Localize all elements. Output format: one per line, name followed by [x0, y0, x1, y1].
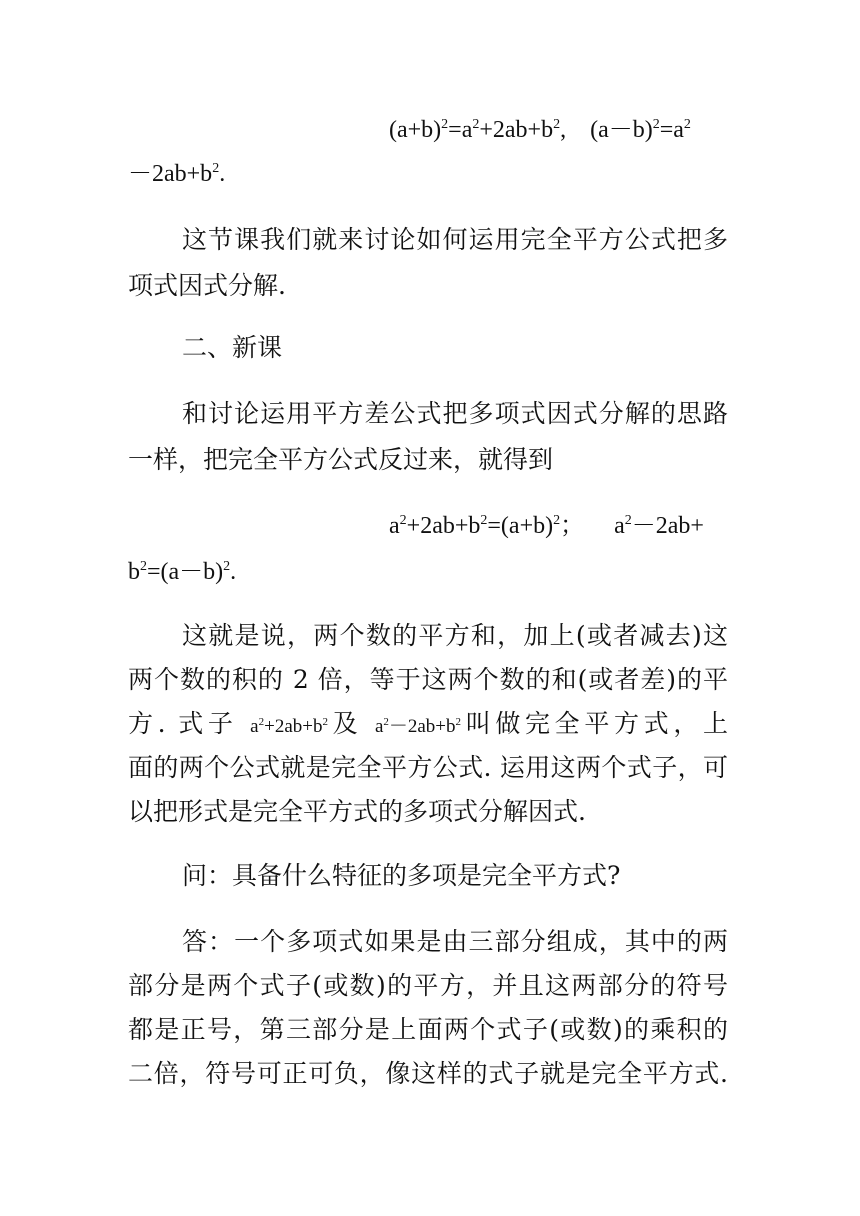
formula-punct: .	[219, 161, 226, 187]
formula-exponent: 2	[480, 513, 488, 528]
formula-term: +2ab+b	[264, 716, 323, 737]
formula-exponent: 2	[258, 716, 265, 728]
formula-term: a	[250, 716, 259, 737]
formula-expansion-continuation	[128, 156, 225, 192]
paragraph-definition-line-2: 两个数的积的 2 倍，等于这两个数的和(或者差)的平	[128, 665, 728, 694]
formula-term: b	[128, 559, 140, 585]
answer-line-1: 答：一个多项式如果是由三部分组成，其中的两	[182, 927, 728, 956]
answer-line-2: 部分是两个式子(或数)的平方，并且这两部分的符号	[128, 971, 728, 1000]
text-run: 叫做完全平方式，上	[461, 709, 729, 738]
inline-formula	[250, 716, 328, 737]
formula-exponent: 2	[212, 161, 220, 176]
formula-exponent: 2	[322, 716, 328, 728]
formula-punct: ,	[560, 117, 567, 143]
formula-exponent: 2	[140, 559, 147, 574]
formula-term: －2ab+b	[388, 716, 456, 737]
paragraph-intro-line-2: 项式因式分解.	[128, 271, 286, 300]
formula-exponent: 2	[455, 716, 462, 728]
formula-exponent: 2	[223, 559, 231, 574]
formula-exponent: 2	[399, 513, 407, 528]
formula-exponent: 2	[553, 513, 561, 528]
paragraph-definition-line-1: 这就是说，两个数的平方和，加上(或者减去)这	[182, 621, 728, 650]
formula-term: +2ab+b	[479, 117, 554, 143]
section-heading: 二、新课	[182, 333, 283, 362]
formula-term: =(a－b)	[147, 559, 224, 585]
formula-term: (a－b)	[590, 117, 653, 143]
formula-term: =(a+b)	[487, 513, 554, 539]
paragraph-intro-line-1: 这节课我们就来讨论如何运用完全平方公式把多	[182, 225, 728, 254]
formula-exponent: 2	[553, 117, 561, 132]
answer-line-3: 都是正号，第三部分是上面两个式子(或数)的乘积的	[128, 1015, 728, 1044]
formula-exponent: 2	[683, 117, 691, 132]
formula-exponent: 2	[441, 117, 449, 132]
paragraph-reverse-line-2: 一样，把完全平方公式反过来，就得到	[128, 445, 554, 474]
formula-punct: ；	[560, 513, 585, 539]
formula-expansion-line	[389, 112, 691, 148]
paragraph-definition-line-4: 面的两个公式就是完全平方公式. 运用这两个式子，可	[128, 753, 728, 782]
paragraph-definition-line-5: 以把形式是完全平方式的多项式分解因式.	[128, 797, 586, 826]
formula-term: a	[374, 716, 384, 737]
formula-term: (a+b)	[389, 117, 442, 143]
formula-term: =a	[659, 117, 684, 143]
formula-term: －2ab+	[631, 513, 704, 539]
formula-term: －2ab+b	[128, 161, 213, 187]
formula-term: =a	[448, 117, 473, 143]
formula-exponent: 2	[472, 117, 480, 132]
formula-factoring-continuation	[128, 554, 236, 590]
paragraph-definition-line-3	[128, 706, 728, 742]
formula-exponent: 2	[383, 716, 389, 728]
formula-term: +2ab+b	[406, 513, 481, 539]
formula-punct: .	[230, 559, 237, 585]
question-text: 问：具备什么特征的多项是完全平方式?	[182, 861, 621, 890]
formula-factoring-line	[389, 508, 704, 544]
text-run: 及	[327, 709, 375, 738]
formula-term: a	[389, 513, 400, 539]
formula-exponent: 2	[652, 117, 660, 132]
text-run: 方. 式子	[128, 709, 251, 738]
inline-formula	[375, 716, 461, 737]
paragraph-reverse-line-1: 和讨论运用平方差公式把多项式因式分解的思路	[182, 399, 728, 428]
formula-term: a	[614, 513, 625, 539]
formula-exponent: 2	[624, 513, 632, 528]
answer-line-4: 二倍，符号可正可负，像这样的式子就是完全平方式.	[128, 1059, 728, 1088]
